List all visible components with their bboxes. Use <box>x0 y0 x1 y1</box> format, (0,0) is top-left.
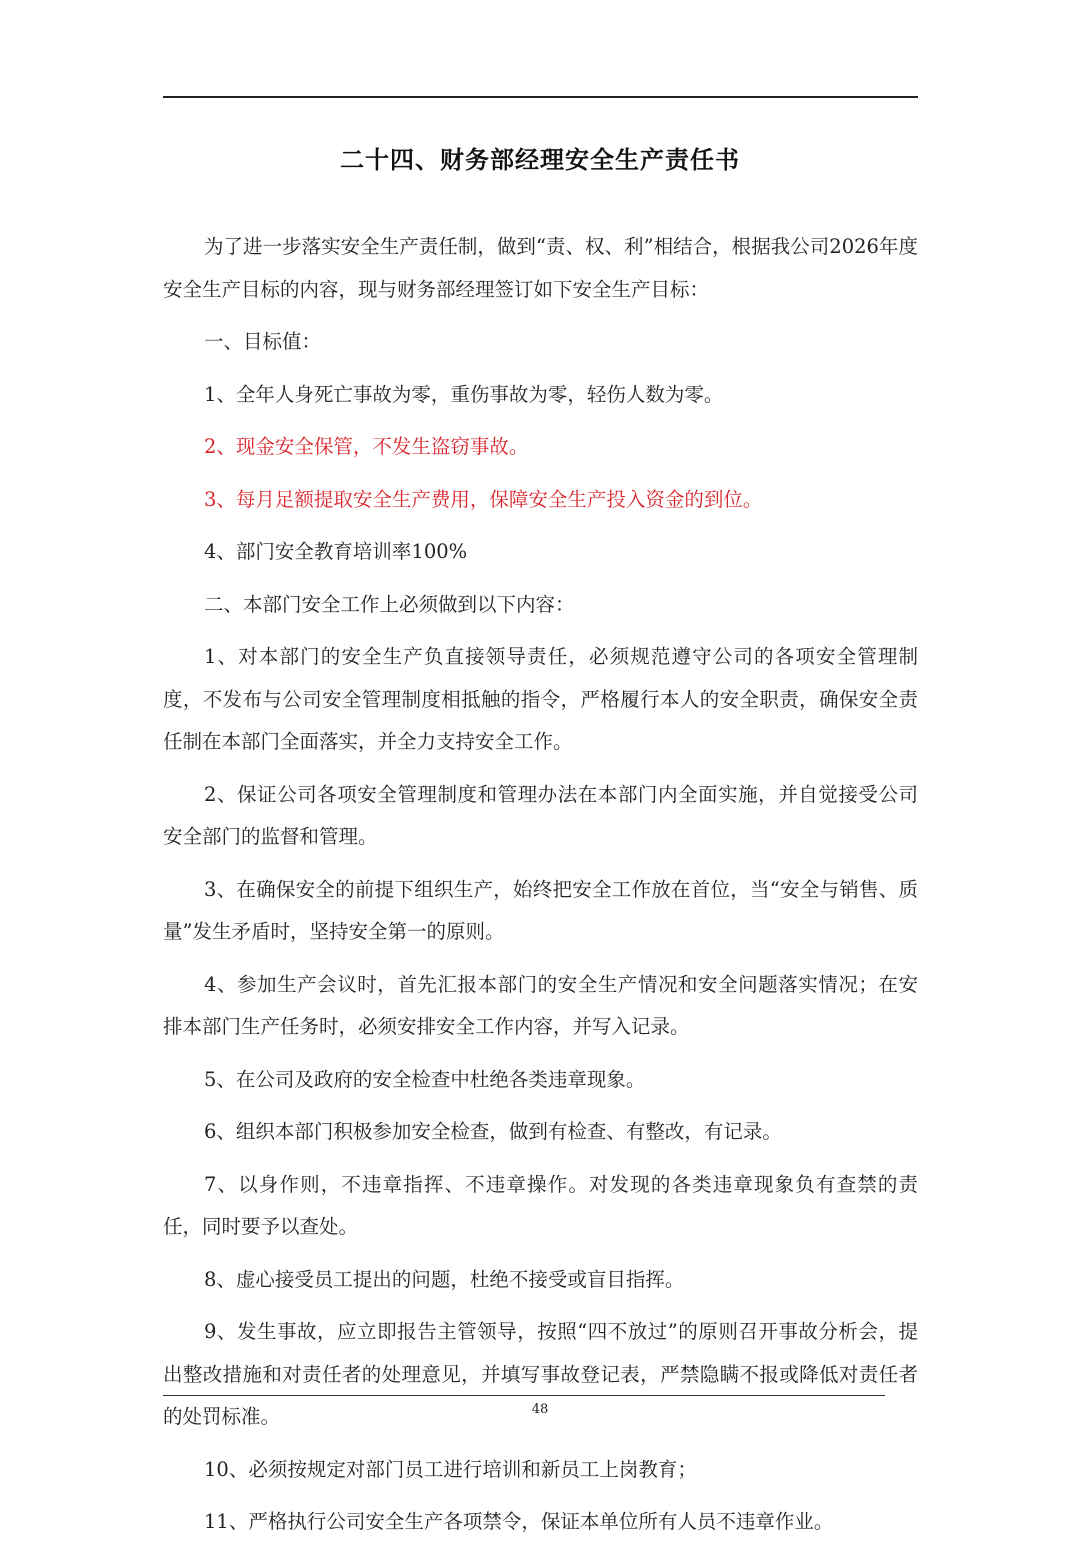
page-number: 48 <box>531 1402 549 1417</box>
section-heading-duties: 二、本部门安全工作上必须做到以下内容： <box>204 592 575 616</box>
duty-item: 10、必须按规定对部门员工进行培训和新员工上岗教育； <box>204 1457 697 1481</box>
document-title: 二十四、财务部经理安全生产责任书 <box>340 145 740 174</box>
target-item: 4、部门安全教育培训率100% <box>204 540 468 563</box>
footer-rule <box>163 1395 885 1396</box>
target-item-highlighted: 2、现金安全保管，不发生盗窃事故。 <box>204 435 529 458</box>
duty-item: 5、在公司及政府的安全检查中杜绝各类违章现象。 <box>204 1067 646 1091</box>
duty-item: 3、在确保安全的前提下组织生产，始终把安全工作放在首位，当“安全与销售、质量”发生矛盾时，坚持安全第一的原则。 <box>163 877 918 943</box>
section-heading-targets: 一、目标值： <box>204 330 322 353</box>
duty-item: 1、对本部门的安全生产负直接领导责任，必须规范遵守公司的各项安全管理制度，不发布与公司安全管理制度相抵触的指令，严格履行本人的安全职责，确保安全责任制在本部门全面落实，并全力支持安全工作。 <box>163 645 918 753</box>
duty-item: 2、保证公司各项安全管理制度和管理办法在本部门内全面实施，并自觉接受公司安全部门的监督和管理。 <box>163 782 918 848</box>
duty-item: 7、以身作则，不违章指挥、不违章操作。对发现的各类违章现象负有查禁的责任，同时要予以查处。 <box>163 1172 918 1238</box>
duty-item: 11、严格执行公司安全生产各项禁令，保证本单位所有人员不违章作业。 <box>204 1510 834 1533</box>
duty-item: 6、组织本部门积极参加安全检查，做到有检查、有整改，有记录。 <box>204 1120 782 1143</box>
duty-item: 4、参加生产会议时，首先汇报本部门的安全生产情况和安全问题落实情况；在安排本部门生产任务时，必须安排安全工作内容，并写入记录。 <box>163 972 918 1038</box>
paragraph-intro: 为了进一步落实安全生产责任制，做到“责、权、利”相结合，根据我公司2026年度安全生产目标的内容，现与财务部经理签订如下安全生产目标： <box>163 235 918 301</box>
header-rule <box>163 96 918 98</box>
target-item-highlighted: 3、每月足额提取安全生产费用，保障安全生产投入资金的到位。 <box>204 487 763 511</box>
target-item: 1、全年人身死亡事故为零，重伤事故为零，轻伤人数为零。 <box>204 382 724 406</box>
document-body <box>163 226 918 1554</box>
duty-item: 8、虚心接受员工提出的问题，杜绝不接受或盲目指挥。 <box>204 1267 685 1291</box>
duty-item: 9、发生事故，应立即报告主管领导，按照“四不放过”的原则召开事故分析会，提出整改措施和对责任者的处理意见，并填写事故登记表，严禁隐瞒不报或降低对责任者的处罚标准。 <box>163 1320 918 1428</box>
